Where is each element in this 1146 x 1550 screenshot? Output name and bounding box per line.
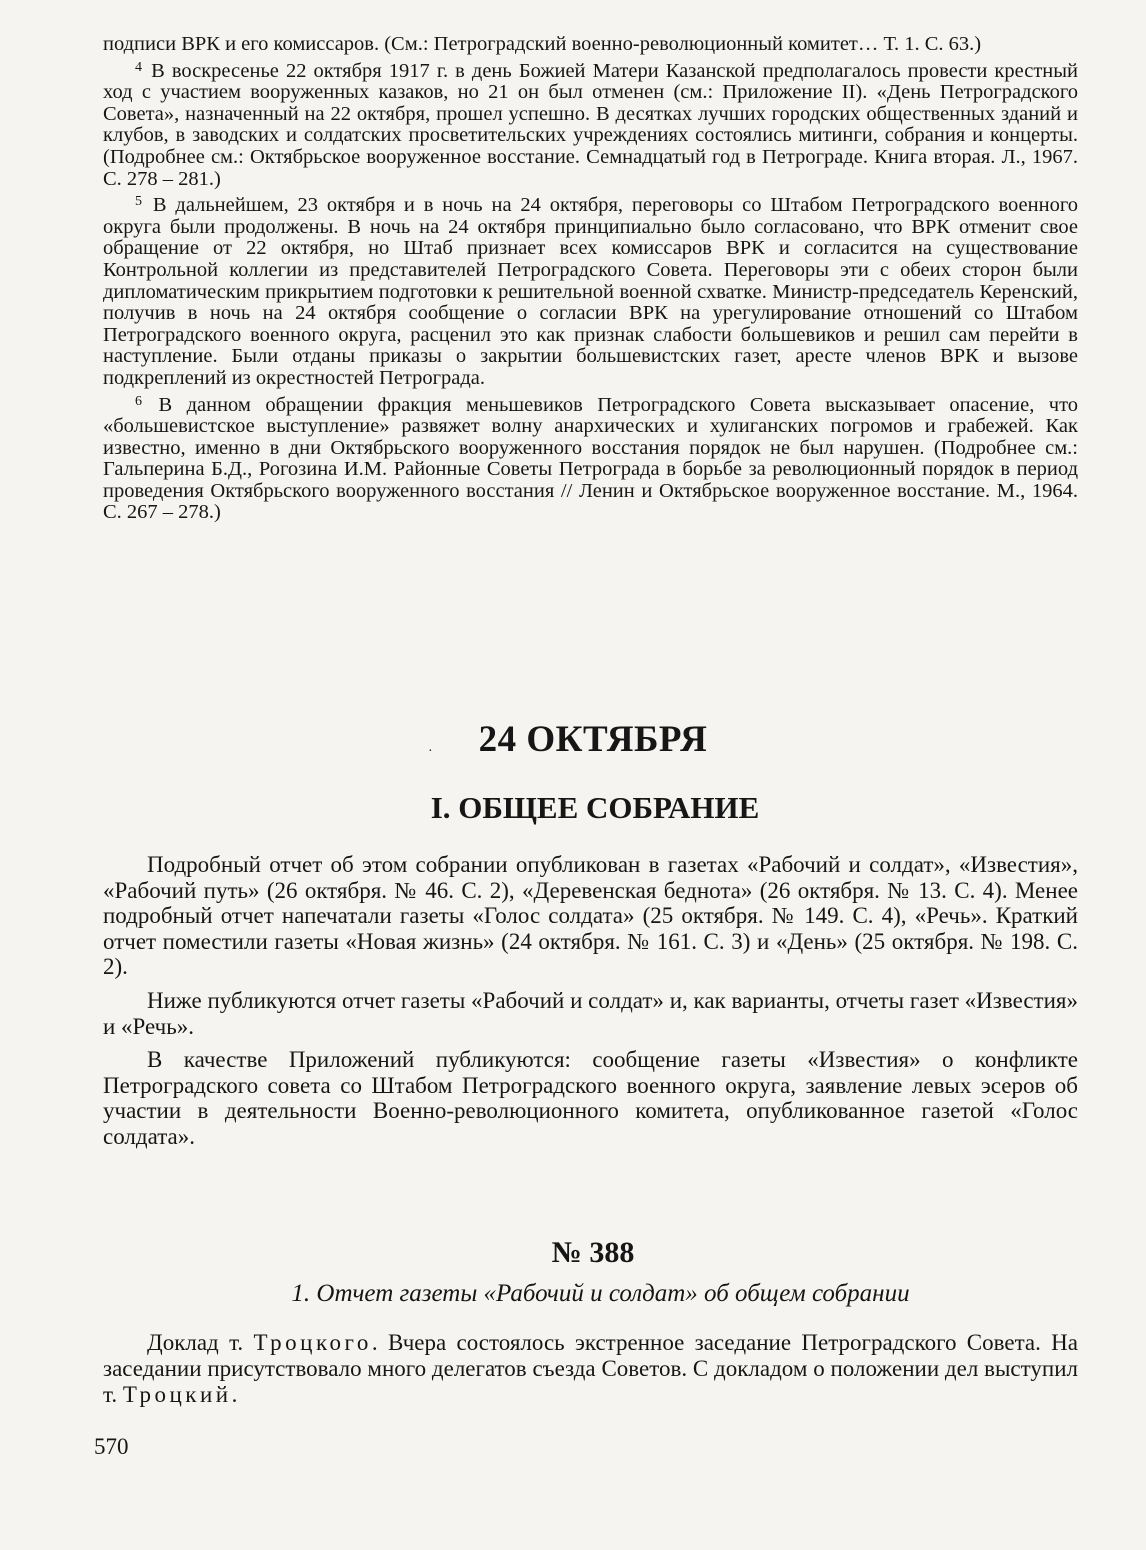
document-number: № 388 xyxy=(551,1236,635,1269)
page-number: 570 xyxy=(94,1434,129,1459)
footnote-5 xyxy=(103,195,1078,389)
report-text: . Вчера состоялось экстренное заседание Петроградского Совета. На заседании присутствовало много делегатов съезда Советов. С докладом о положении дел выступил т. xyxy=(103,1330,1079,1407)
date-heading: 24 ОКТЯБРЯ xyxy=(478,719,708,760)
body-paragraph: В качестве Приложений публикуются: сообщение газеты «Известия» о конфликте Петроградского совета со Штабом Петроградского военного округа, заявление левых эсеров об участии в деятельности Военно-революционного комитета, опубликованное газетой «Голос солдата». xyxy=(103,1047,1078,1149)
report-end: . xyxy=(231,1382,238,1407)
report-paragraph xyxy=(103,1330,1078,1408)
document-subtitle: 1. Отчет газеты «Рабочий и солдат» об общем собрании xyxy=(291,1280,910,1307)
footnote-marker: 5 xyxy=(135,194,142,210)
print-speck: · xyxy=(428,744,433,759)
footnotes-section xyxy=(103,34,1078,529)
speaker-name-genitive: Троцкого xyxy=(253,1330,372,1355)
body-paragraph: Подробный отчет об этом собрании опубликован в газетах «Рабочий и солдат», «Известия», «Рабочий путь» (26 октября. № 46. С. 2), «Деревенская беднота» (26 октября. № 13. С. 4). Менее подробный отчет напечатали газеты «Голос солдата» (25 октября. № 149. С. 4), «Речь». Краткий отчет поместили газеты «Новая жизнь» (24 октября. № 161. С. 3) и «День» (25 октября. № 198. С. 2). xyxy=(103,852,1078,980)
footnote-text: В данном обращении фракция меньшевиков Петроградского Совета высказывает опасение, что «большевистское выступление» развяжет волну анархических и хулиганских погромов и грабежей. Как известно, именно в дни Октябрьского вооруженного восстания порядок не был нарушен. (Подробнее см.: Гальперина Б.Д., Рогозина И.М. Районные Советы Петрограда в борьбе за революционный порядок в период проведения Октябрьского вооруженного восстания // Ленин и Октябрьское вооруженное восстание. М., 1964. С. 267 – 278.) xyxy=(103,393,1079,524)
report-section xyxy=(103,1330,1078,1408)
footnote-marker: 4 xyxy=(135,59,142,75)
body-paragraph: Ниже публикуются отчет газеты «Рабочий и солдат» и, как варианты, отчеты газет «Известия» и «Речь». xyxy=(103,987,1078,1039)
footnote-continuation: подписи ВРК и его комиссаров. (См.: Петроградский военно-революционный комитет… Т. 1. С. 63.) xyxy=(103,33,982,55)
footnote-marker: 6 xyxy=(135,393,142,409)
footnote-text: В воскресенье 22 октября 1917 г. в день Божией Матери Казанской предполагалось провести крестный ход с участием вооруженных казаков, но 21 он был отменен (см.: Приложение II). «День Петроградского Совета», назначенный на 22 октября, прошел успешно. В десятках лучших городских общественных зданий и клубов, в заводских и солдатских просветительских учреждениях состоялись митинги, собрания и концерты. (Подробнее см.: Октябрьское вооруженное восстание. Семнадцатый год в Петрограде. Книга вторая. Л., 1967. С. 278 – 281.) xyxy=(103,59,1079,190)
speaker-name-nominative: Троцкий xyxy=(122,1382,232,1407)
report-lead: Доклад т. xyxy=(147,1330,244,1355)
footnote-text: В дальнейшем, 23 октября и в ночь на 24 октября, переговоры со Штабом Петроградского военного округа были продолжены. В ночь на 24 октября принципиально было согласовано, что ВРК отменит свое обращение от 22 октября, но Штаб признает всех комиссаров ВРК и согласится на существование Контрольной коллегии из представителей Петроградского Совета. Переговоры эти с обеих сторон были дипломатическим прикрытием подготовки к решительной военной схватке. Министр-председатель Керенский, получив в ночь на 24 октября сообщение о согласии ВРК на урегулирование отношений со Штабом Петроградского военного округа, расценил это как признак слабости большевиков и решил сам перейти в наступление. Были отданы приказы о закрытии большевистских газет, аресте членов ВРК и вызове подкреплений из окрестностей Петрограда. xyxy=(103,194,1078,389)
footnote-6 xyxy=(103,395,1078,525)
section-heading: I. ОБЩЕЕ СОБРАНИЕ xyxy=(430,790,760,825)
intro-section xyxy=(103,852,1078,1158)
footnote-4 xyxy=(103,61,1078,191)
